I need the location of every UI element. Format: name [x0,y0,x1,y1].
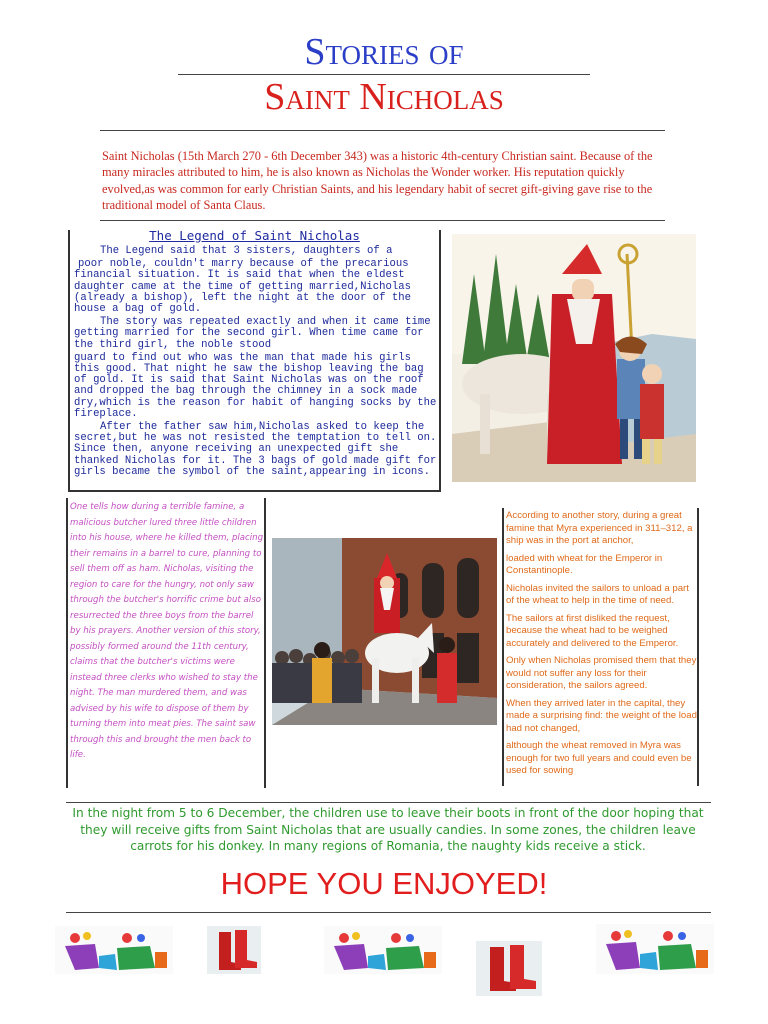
saint-nicholas-parade-photo [272,538,497,725]
candy-boot-icon [55,926,173,974]
painting-illustration [452,234,696,482]
legend-paragraph: poor noble, couldn't marry because of the precarious financial situation. It is said that when the eldest daughter came at the time of getting married,Nicholas (already a bishop), left the night at the door of the house a bag of gold. [74,258,411,316]
legend-paragraph: The story was repeated exactly and when it came time getting married for the second girl. When time came for the third girl, the noble stood [74,316,431,351]
legend-paragraph: The Legend said that 3 sisters, daughters of a [100,245,393,257]
ship-story-paragraph: According to another story, during a great famine that Myra experienced in 311–312, a ship was in the port at anchor, [506,510,693,546]
saint-nicholas-painting [452,234,696,482]
tradition-top-divider [66,802,711,803]
closing-message: HOPE YOU ENJOYED! [220,866,548,901]
tradition-paragraph: In the night from 5 to 6 December, the children use to leave their boots in front of the door hoping that they will receive gifts from Saint Nicholas that are usually candies. In some zones, the children leave carrots for his donkey. In many regions of Romania, the naughty kids receive a stick. [72,806,704,853]
ship-story-text [506,510,698,783]
butcher-story-text: One tells how during a terrible famine, a malicious butcher lured three little children into his house, where he killed them, placing their remains in a barrel to cure, planning to sell them off as ham. Nicholas, visiting the region to care for the hungry, not only saw through the butcher's horrific crime but also resurrected the three boys from the barrel by his prayers. Another version of this story, possibly formed around the 11th century, claims that the butcher's victims were instead three clerks who wished to stay the night. The man murdered them, and was advised by his wife to dispose of them by turning them into meat pies. The saint saw through this and brought the men back to life. [70,502,264,760]
candy-boot-icon [324,926,442,974]
ship-story-paragraph: The sailors at first disliked the request, because the wheat had to be weighed accurately and delivered to the Emperor. [506,612,679,649]
page-title-line2: Saint Nicholas [264,76,504,118]
candy-boot-thumbnail [324,926,442,974]
candy-boot-thumbnail [596,924,714,974]
red-boots-thumbnail [207,926,261,974]
closing-divider [66,912,711,913]
page-title-line1: Stories of [304,31,464,73]
ship-story-paragraph: Only when Nicholas promised them that they would not suffer any loss for their consideration, the sailors agreed. [506,655,697,691]
red-boots-icon [476,941,542,996]
legend-body [74,246,438,480]
legend-heading: The Legend of Saint Nicholas [149,228,360,243]
ship-story-paragraph: although the wheat removed in Myra was enough for two full years and could even be used for sowing [506,740,692,776]
ship-story-paragraph: Nicholas invited the sailors to unload a part of the wheat to help in the time of need. [506,582,689,606]
intro-paragraph: Saint Nicholas (15th March 270 - 6th December 343) was a historic 4th-century Christian saint. Because of the many miracles attributed to him, he is also known as Nicholas the Wonder worker. His reputation quickly evolved,as was common for early Christian Saints, and his legendary habit of secret gift-giving gave rise to the traditional model of Santa Claus. [102,149,653,212]
ship-story-paragraph: loaded with wheat for the Emperor in Constantinople. [506,552,663,576]
red-boots-thumbnail [476,941,542,996]
intro-bottom-divider [100,220,665,221]
legend-paragraph: After the father saw him,Nicholas asked to keep the secret,but he was not resisted the temptation to tell on. Since then, anyone receiving an unexpected gift she thanked Nicholas for it. The 3 bags of gold made gift for girls became the symbol of the saint,appearing in icons. [74,421,437,478]
candy-boot-icon [596,924,714,974]
red-boots-icon [207,926,261,974]
legend-paragraph: guard to find out who was the man that made his girls this good. That night he saw the bishop leaving the bag of gold. It is said that Saint Nicholas was on the roof and dropped the bag through the chimney in a sock made dry,which is the reason for habit of hanging socks by the fireplace. [74,351,437,420]
candy-boot-thumbnail [55,926,173,974]
ship-story-paragraph: When they arrived later in the capital, they made a surprising find: the weight of the load had not changed, [506,697,697,734]
parade-illustration [272,538,497,725]
intro-top-divider [100,130,665,131]
